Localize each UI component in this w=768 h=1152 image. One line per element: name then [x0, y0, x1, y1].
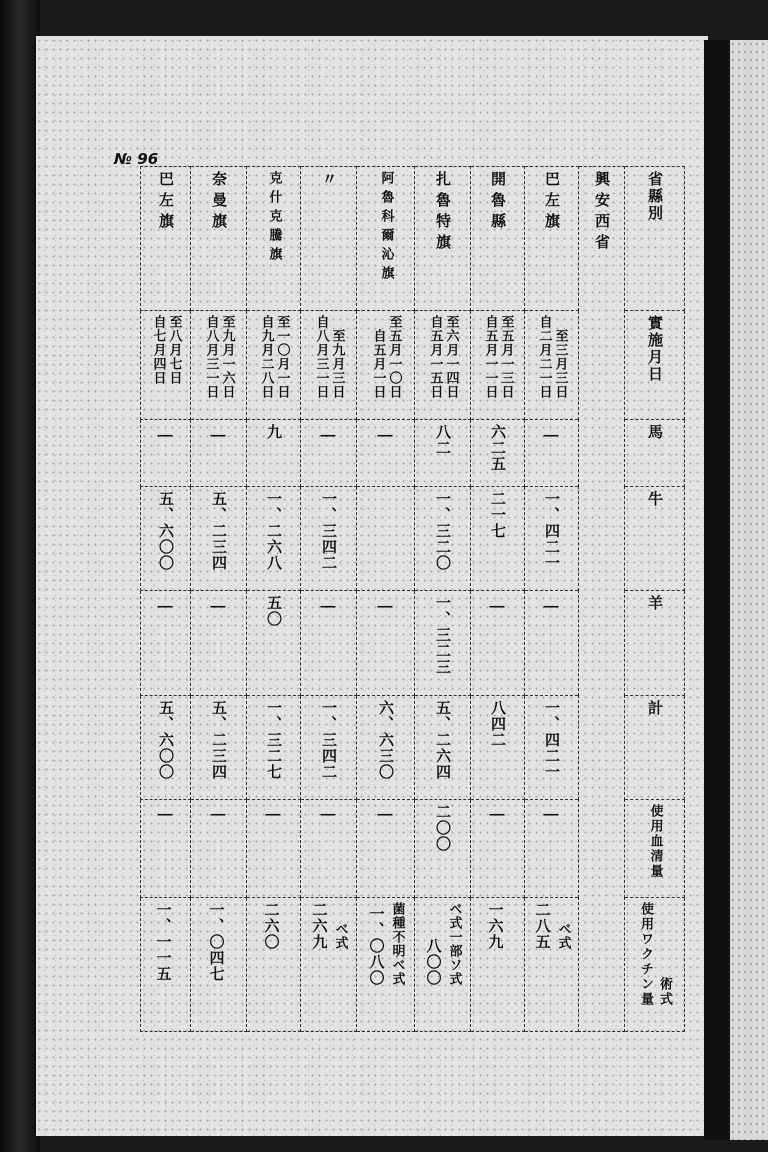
province-name: 興安西省	[579, 167, 625, 1032]
vaccine-cell: 一、〇八〇 菌種不明ベ式	[357, 898, 415, 1032]
header-total: 計	[625, 695, 685, 799]
sheep-cell: |	[301, 591, 357, 695]
sheep-cell: 五〇	[247, 591, 301, 695]
total-cell: 一、三二七	[247, 695, 301, 799]
serum-cell: |	[247, 799, 301, 897]
serum-cell: 二〇〇	[415, 799, 471, 897]
vaccine-cell: 二八五 ベ式	[525, 898, 579, 1032]
vaccine-cell: 一、一一五	[141, 898, 191, 1032]
header-period: 實施月日	[625, 311, 685, 420]
serum-cell: |	[471, 799, 525, 897]
vaccine-cell: 一六九	[471, 898, 525, 1032]
vaccine-cell: 二六〇	[247, 898, 301, 1032]
serum-cell: |	[301, 799, 357, 897]
total-cell: 一、三四二	[301, 695, 357, 799]
cattle-cell: 一、四二一	[525, 486, 579, 590]
header-cattle: 牛	[625, 486, 685, 590]
header-serum: 使用血清量	[625, 799, 685, 897]
total-cell: 八四二	[471, 695, 525, 799]
book-gutter-right	[704, 40, 730, 1140]
period-cell: 自二月二一日至三月三日	[525, 311, 579, 420]
region-阿魯科爾沁旗: 阿魯科爾沁旗	[357, 167, 415, 311]
sheep-cell: |	[471, 591, 525, 695]
period-cell: 自五月一五日至六月一四日	[415, 311, 471, 420]
vaccination-table	[140, 166, 685, 1032]
header-horse: 馬	[625, 420, 685, 487]
horse-cell: 八二	[415, 420, 471, 487]
region-開魯縣: 開魯縣	[471, 167, 525, 311]
sheep-cell: |	[525, 591, 579, 695]
next-page-edge	[730, 40, 768, 1140]
horse-cell: 六二五	[471, 420, 525, 487]
total-cell: 五、六〇〇	[141, 695, 191, 799]
book-spine-left	[0, 0, 40, 1152]
cattle-cell	[357, 486, 415, 590]
horse-cell: |	[141, 420, 191, 487]
cattle-cell: 一、三二〇	[415, 486, 471, 590]
sheep-cell: |	[357, 591, 415, 695]
serum-cell: |	[141, 799, 191, 897]
total-cell: 五、二六四	[415, 695, 471, 799]
serum-cell: |	[191, 799, 247, 897]
horse-cell: |	[357, 420, 415, 487]
serum-cell: |	[525, 799, 579, 897]
period-cell: 自八月三一日至九月一六日	[191, 311, 247, 420]
region-扎魯特旗: 扎魯特旗	[415, 167, 471, 311]
cattle-cell: 五、二三四	[191, 486, 247, 590]
vaccine-cell: 一、〇四七	[191, 898, 247, 1032]
page-number: № 96	[114, 150, 159, 168]
header-sheep: 羊	[625, 591, 685, 695]
cattle-cell: 一、三四二	[301, 486, 357, 590]
cattle-cell: 二一七	[471, 486, 525, 590]
vaccine-cell: 二六九 ベ式	[301, 898, 357, 1032]
period-cell: 自九月二八日至一〇月一日	[247, 311, 301, 420]
sheep-cell: 一、三二三	[415, 591, 471, 695]
header-region: 省縣別	[625, 167, 685, 311]
horse-cell: |	[301, 420, 357, 487]
total-cell: 五、二三四	[191, 695, 247, 799]
header-vaccine-method: 使用ワクチン量 術式	[625, 898, 685, 1032]
period-cell: 自五月一一日至五月一三日	[471, 311, 525, 420]
region-ditto: 〃	[301, 167, 357, 311]
cattle-cell: 五、六〇〇	[141, 486, 191, 590]
vaccine-cell: 八〇〇 ベ式一部ソ式	[415, 898, 471, 1032]
region-克什克騰旗: 克什克騰旗	[247, 167, 301, 311]
region-巴左旗-2: 巴左旗	[141, 167, 191, 311]
cattle-cell: 一、二六八	[247, 486, 301, 590]
sheep-cell: |	[191, 591, 247, 695]
period-cell: 自七月四日至八月七日	[141, 311, 191, 420]
total-cell: 一、四二一	[525, 695, 579, 799]
horse-cell: |	[191, 420, 247, 487]
horse-cell: |	[525, 420, 579, 487]
total-cell: 六、六三〇	[357, 695, 415, 799]
sheep-cell: |	[141, 591, 191, 695]
serum-cell: |	[357, 799, 415, 897]
region-奈曼旗: 奈曼旗	[191, 167, 247, 311]
period-cell: 自五月一日至五月一〇日	[357, 311, 415, 420]
horse-cell: 九	[247, 420, 301, 487]
period-cell: 自八月三一日至九月三日	[301, 311, 357, 420]
region-巴左旗-1: 巴左旗	[525, 167, 579, 311]
